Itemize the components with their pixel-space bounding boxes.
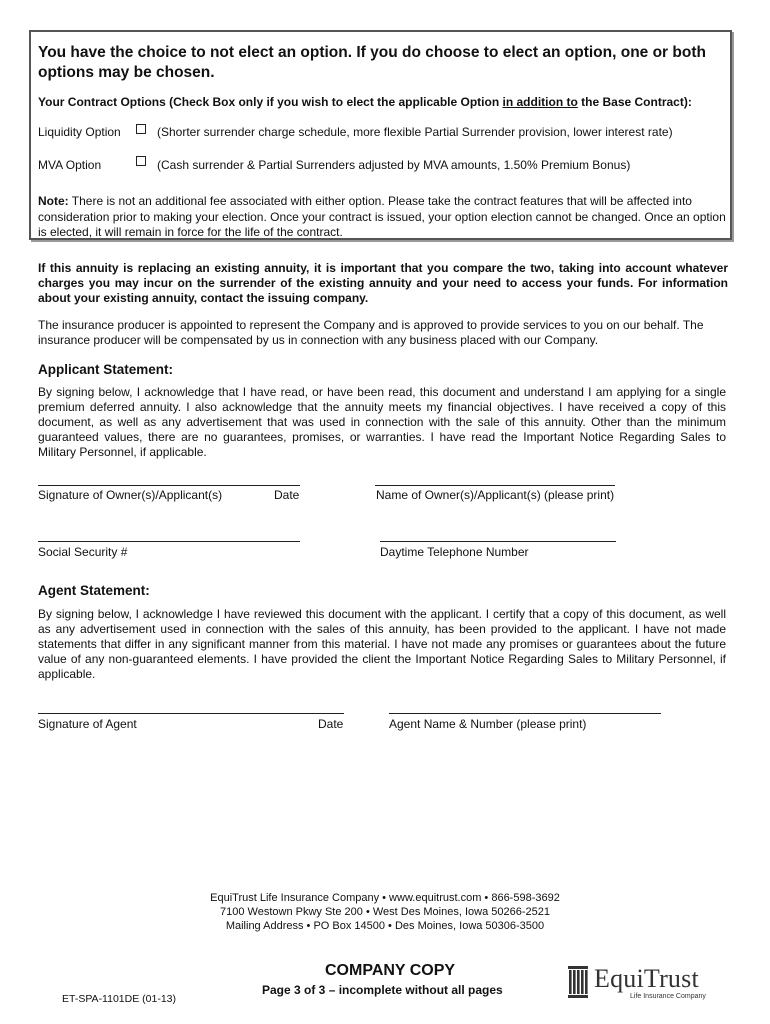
agent-statement-text: By signing below, I acknowledge I have reviewed this document with the applicant. I certify that a copy of this document, as well as any advertisement used in connection with the sales of this annuity, has been provided to the applicant. I have not made statements that differ in any significant manner from this material. I have not made any promises or guarantees about the future value of any non-guaranteed elements. I have provided the client the Important Notice Regarding Sales to Military Personnel, if applicable. <box>38 607 726 681</box>
mva-option-checkbox[interactable] <box>136 156 146 166</box>
owner-name-line[interactable] <box>375 485 615 486</box>
agent-name-line[interactable] <box>389 713 661 714</box>
ssn-label: Social Security # <box>38 545 128 559</box>
mva-option-label: MVA Option <box>38 158 102 172</box>
company-copy-label: COMPANY COPY <box>325 962 456 979</box>
applicant-statement-text: By signing below, I acknowledge that I have read, or have been read, this document and understand I am applying for a single premium deferred annuity. I also acknowledge that the annuity meets my financial objectives. I have received a copy of this document, as well as any advertisement that was used in connection with the sale of this annuity. Other than the minimum guaranteed values, there are no guarantees, promises, or warranties. I have read the Important Notice Regarding Sales to Military Personnel, if applicable. <box>38 385 726 459</box>
phone-label: Daytime Telephone Number <box>380 545 529 559</box>
logo-tagline: Life Insurance Company <box>630 993 706 1000</box>
liquidity-option-description: (Shorter surrender charge schedule, more flexible Partial Surrender provision, lower interest rate) <box>157 125 673 139</box>
owner-signature-line[interactable] <box>38 485 300 486</box>
mva-option-description: (Cash surrender & Partial Surrenders adjusted by MVA amounts, 1.50% Premium Bonus) <box>157 158 631 172</box>
ssn-line[interactable] <box>38 541 300 542</box>
liquidity-option-checkbox[interactable] <box>136 124 146 134</box>
applicant-statement-title: Applicant Statement: <box>38 362 174 377</box>
owner-date-label: Date <box>274 488 300 502</box>
options-headline: You have the choice to not elect an option. If you do choose to elect an option, one or both options may be chosen. <box>38 44 706 81</box>
owner-name-label: Name of Owner(s)/Applicant(s) (please print) <box>376 488 615 502</box>
liquidity-option-label: Liquidity Option <box>38 125 121 139</box>
equitrust-logo <box>568 962 718 1006</box>
logo-name: EquiTrust <box>594 964 699 993</box>
agent-name-label: Agent Name & Number (please print) <box>389 717 587 731</box>
subhead-underlined: in addition to <box>502 95 578 109</box>
replacement-warning: If this annuity is replacing an existing annuity, it is important that you compare the two, taking into account whatever charges you may incur on the surrender of the existing annuity and your need to access your funds. For information about your existing annuity, contact the issuing company. <box>38 261 728 305</box>
options-note: Note: There is not an additional fee associated with either option. Please take the contract features that will be affected into consideration prior to making your election. Once your contract is issued, your option election cannot be changed. Once an option is elected, it will remain in force for the life of the contract. <box>38 194 726 239</box>
columns-logo-icon <box>568 966 588 998</box>
agent-date-label: Date <box>318 717 344 731</box>
phone-line[interactable] <box>380 541 616 542</box>
form-code: ET-SPA-1101DE (01-13) <box>62 993 176 1005</box>
owner-signature-label: Signature of Owner(s)/Applicant(s) <box>38 488 223 502</box>
agent-statement-title: Agent Statement: <box>38 583 150 598</box>
options-subhead: Your Contract Options (Check Box only if you wish to elect the applicable Option in addition to the Base Contract): <box>38 95 692 109</box>
footer-contact-line: EquiTrust Life Insurance Company • www.equitrust.com • 866-598-3692 <box>210 892 560 904</box>
agent-signature-line[interactable] <box>38 713 344 714</box>
agent-signature-label: Signature of Agent <box>38 717 137 731</box>
footer-mailing-line: Mailing Address • PO Box 14500 • Des Moines, Iowa 50306-3500 <box>225 920 545 932</box>
footer-address-line: 7100 Westown Pkwy Ste 200 • West Des Moines, Iowa 50266-2521 <box>220 906 550 918</box>
page-info: Page 3 of 3 – incomplete without all pages <box>262 983 503 997</box>
producer-disclosure: The insurance producer is appointed to represent the Company and is approved to provide services to you on our behalf. The insurance producer will be compensated by us in connection with any business placed with our Company. <box>38 318 704 347</box>
